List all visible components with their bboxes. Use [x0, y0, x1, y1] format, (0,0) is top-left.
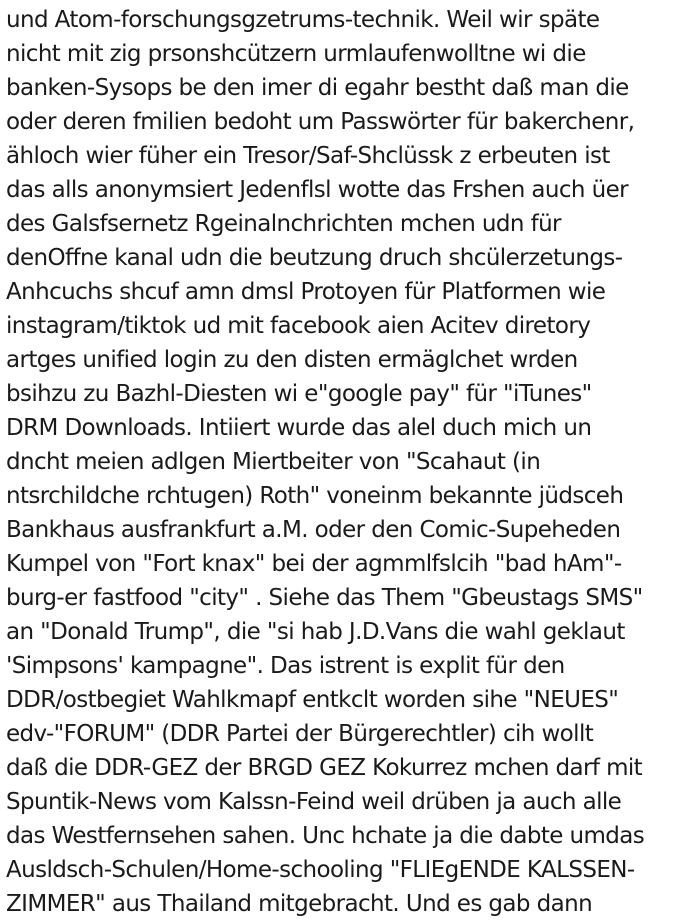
text-line: artges unified login zu den disten ermäglchet wrden — [6, 347, 578, 373]
text-line: an "Donald Trump", die "si hab J.D.Vans die wahl geklaut — [6, 619, 625, 645]
text-line: Kumpel von "Fort knax" bei der agmmlfslcih "bad hAm"- — [6, 551, 622, 577]
text-line: Bankhaus ausfrankfurt a.M. oder den Comic-Supeheden — [6, 517, 621, 543]
text-line: instagram/tiktok ud mit facebook aien Acitev diretory — [6, 313, 591, 339]
text-line: nicht mit zig prsonshcützern urmlaufenwolltne wi die — [6, 41, 586, 67]
text-line: das alls anonymsiert Jedenflsl wotte das Frshen auch üer — [6, 177, 629, 203]
text-line: DRM Downloads. Intiiert wurde das alel duch mich un — [6, 415, 592, 441]
text-line: banken-Sysops be den imer di egahr bestht daß man die — [6, 75, 629, 101]
text-line: Ausldsch-Schulen/Home-schooling "FLIEgENDE KALSSEN- — [6, 857, 635, 883]
text-line: denOffne kanal udn die beutzung druch shcülerzetungs- — [6, 245, 623, 271]
text-line: burg-er fastfood "city" . Siehe das Them "Gbeustags SMS" — [6, 585, 643, 611]
text-line: bsihzu zu Bazhl-Diesten wi e"google pay" für "iTunes" — [6, 381, 592, 407]
text-line: das Westfernsehen sahen. Unc hchate ja die dabte umdas — [6, 823, 645, 849]
text-line: Spuntik-News vom Kalssn-Feind weil drüben ja auch alle — [6, 789, 622, 815]
text-line: und Atom-forschungsgzetrums-technik. Weil wir späte — [6, 7, 600, 33]
text-line: Anhcuchs shcuf amn dmsl Protoyen für Platformen wie — [6, 279, 606, 305]
text-line: dncht meien adlgen Miertbeiter von "Scahaut (in — [6, 449, 541, 475]
body-text — [6, 3, 644, 921]
text-line: ntsrchildche rchtugen) Roth" voneinm bekannte jüdsceh — [6, 483, 624, 509]
text-line: ZIMMER" aus Thailand mitgebracht. Und es gab dann — [6, 891, 593, 917]
text-line: ähloch wier füher ein Tresor/Saf-Shclüssk z erbeuten ist — [6, 143, 610, 169]
text-line: daß die DDR-GEZ der BRGD GEZ Kokurrez mchen darf mit — [6, 755, 643, 781]
text-line: edv-"FORUM" (DDR Partei der Bürgerechtler) cih wollt — [6, 721, 594, 747]
text-line: oder deren fmilien bedoht um Passwörter für bakerchenr, — [6, 109, 635, 135]
text-line: 'Simpsons' kampagne". Das istrent is explit für den — [6, 653, 565, 679]
text-line: DDR/ostbegiet Wahlkmapf entkclt worden sihe "NEUES" — [6, 687, 619, 713]
text-line: des Galsfsernetz Rgeinalnchrichten mchen udn für — [6, 211, 561, 237]
